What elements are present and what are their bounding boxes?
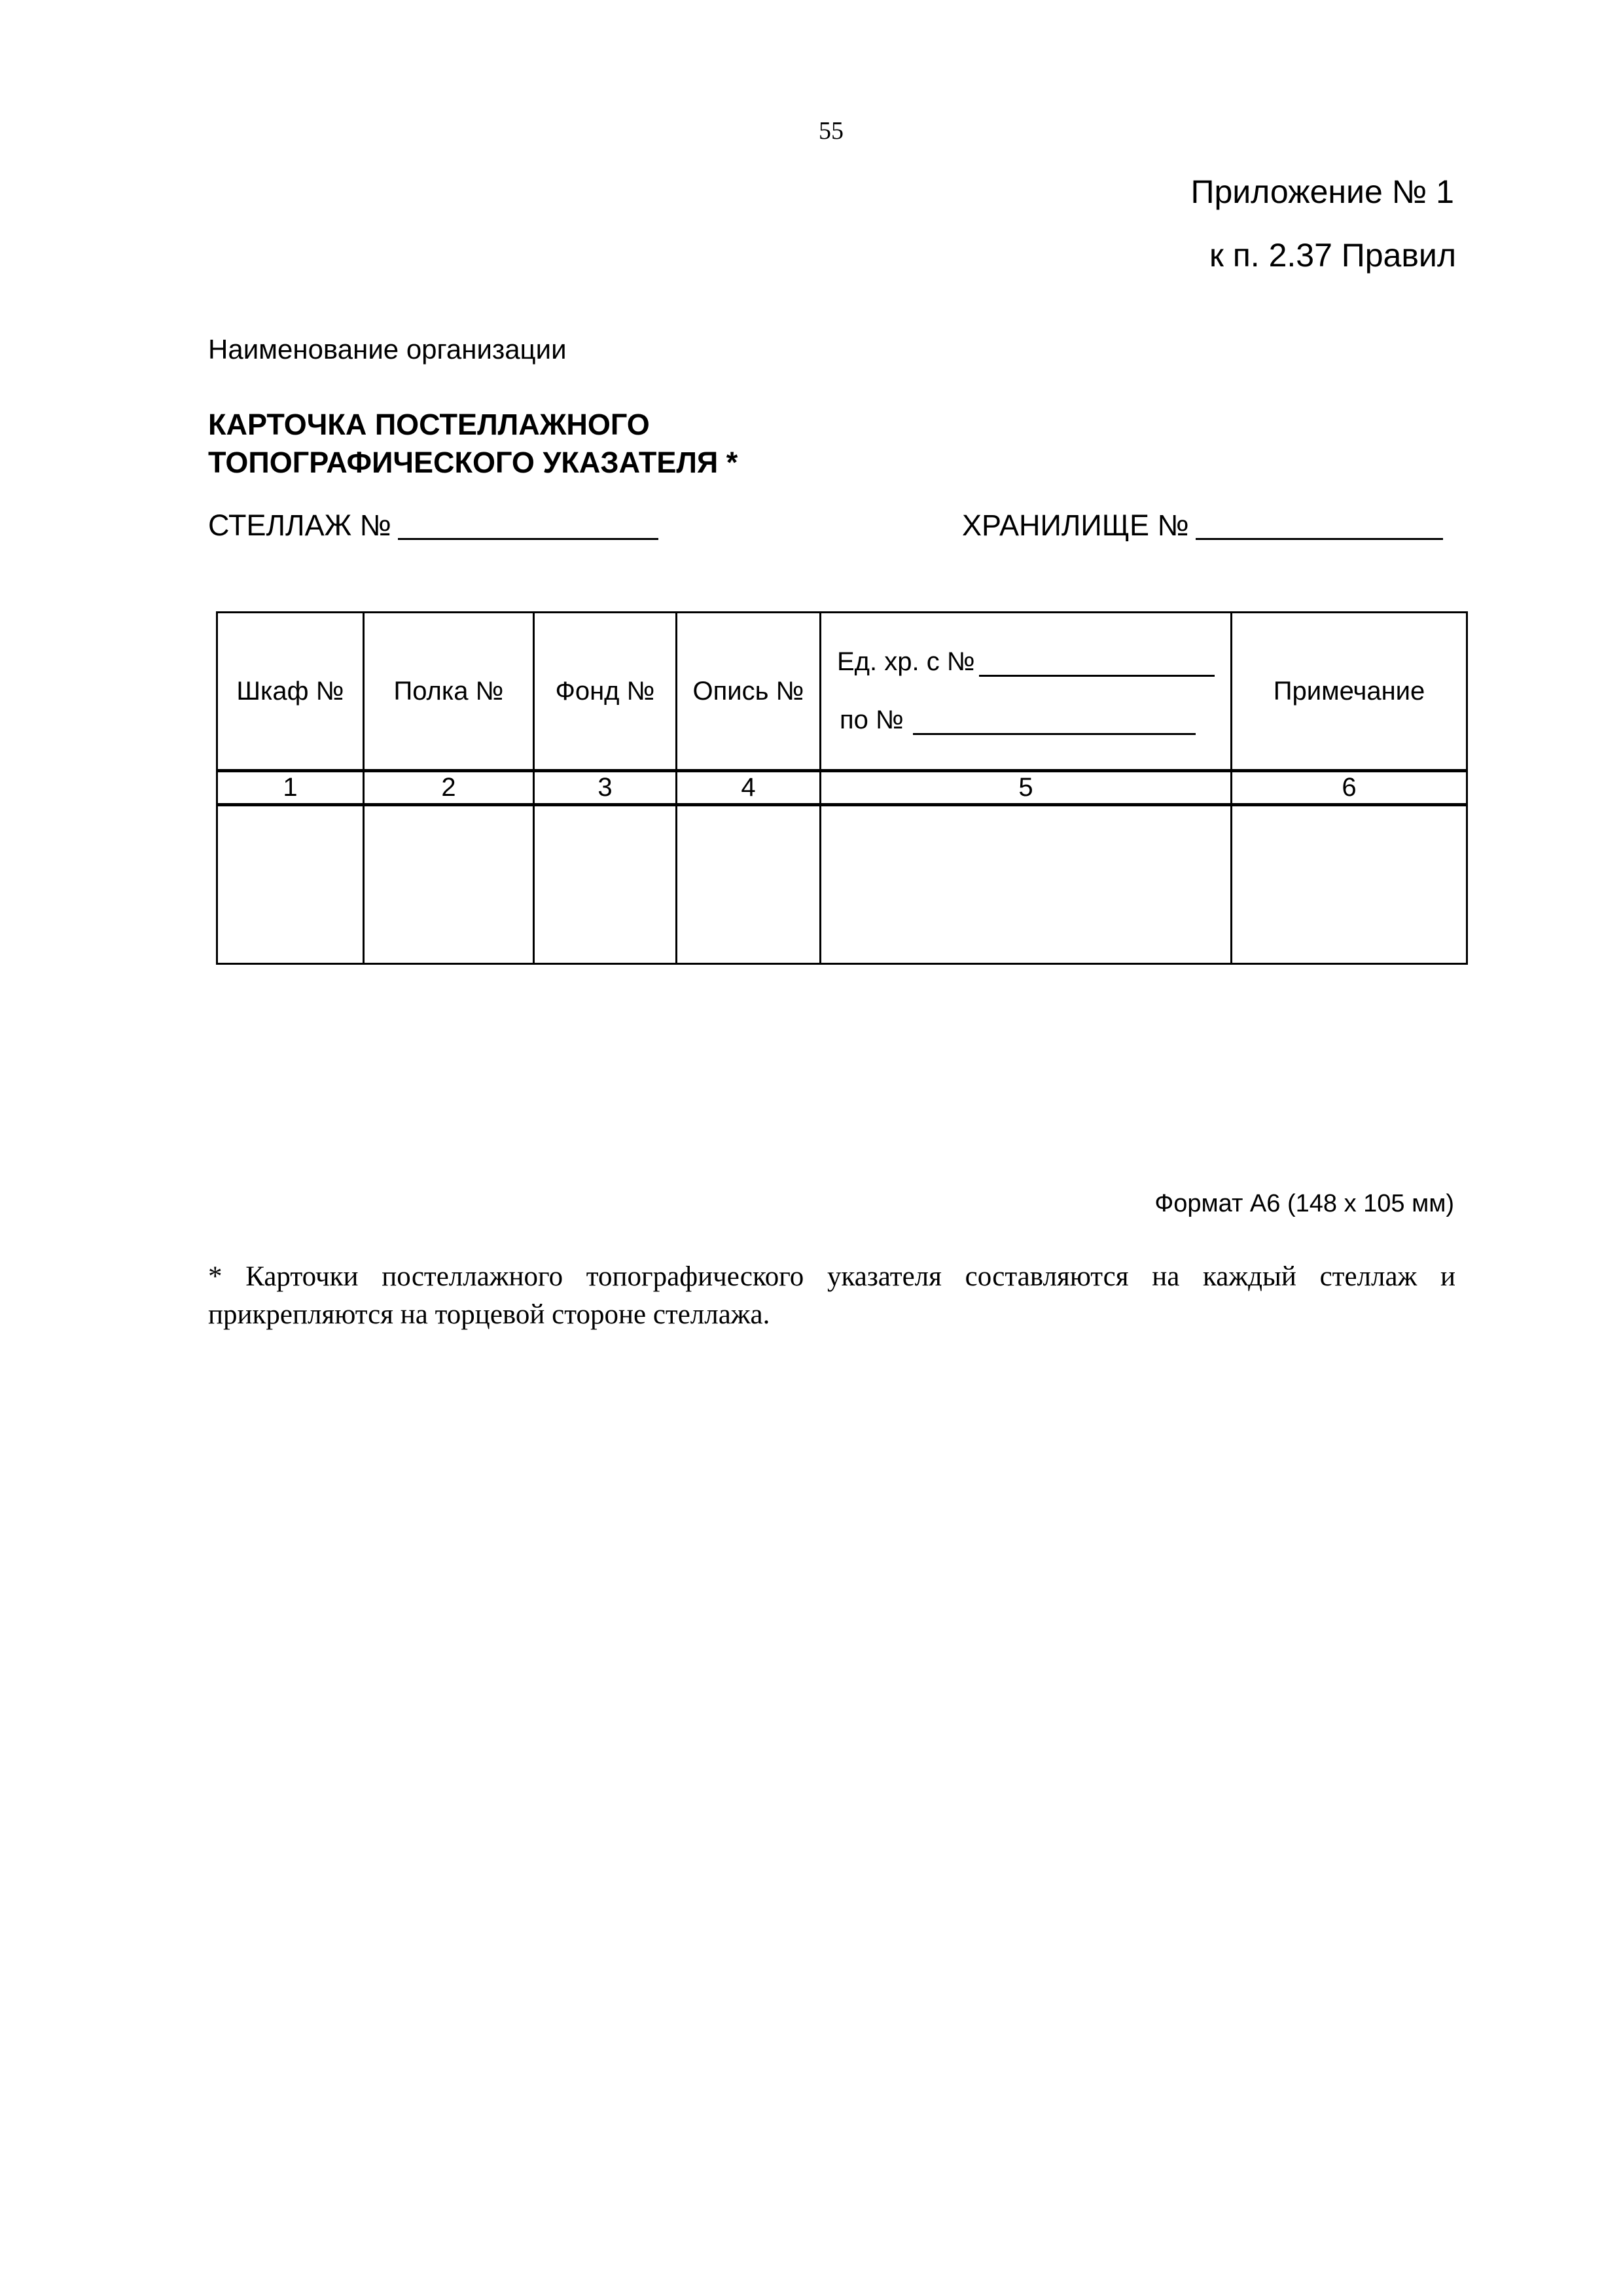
- format-note: Формат А6 (148 х 105 мм): [1154, 1190, 1454, 1217]
- card-title-line-2: ТОПОГРАФИЧЕСКОГО УКАЗАТЕЛЯ *: [208, 446, 738, 479]
- appendix-reference: к п. 2.37 Правил: [1209, 237, 1456, 274]
- column-number: 2: [364, 771, 534, 805]
- header-storage-units: [821, 613, 1232, 771]
- units-from-blank: [979, 651, 1215, 677]
- rack-number-blank: [398, 512, 658, 540]
- empty-cell: [217, 805, 364, 964]
- column-number: 5: [821, 771, 1232, 805]
- rack-number-label: СТЕЛЛАЖ №: [208, 509, 391, 542]
- storage-number-field: [962, 511, 1443, 540]
- header-cabinet: Шкаф №: [217, 613, 364, 771]
- empty-cell: [677, 805, 821, 964]
- units-to-blank: [913, 709, 1196, 735]
- organization-name-label: Наименование организации: [208, 334, 567, 365]
- rack-number-field: [208, 511, 658, 540]
- footnote: * Карточки постеллажного топографического указателя составляются на каждый стеллаж и прикрепляются на торцевой стороне стеллажа.: [208, 1261, 1455, 1330]
- card-title: [208, 406, 738, 482]
- header-fond: Фонд №: [534, 613, 677, 771]
- units-to-line: [840, 706, 1230, 735]
- storage-number-label: ХРАНИЛИЩЕ №: [962, 509, 1189, 542]
- storage-number-blank: [1196, 512, 1443, 540]
- empty-cell: [364, 805, 534, 964]
- column-number: 4: [677, 771, 821, 805]
- empty-cell: [1232, 805, 1467, 964]
- column-number: 3: [534, 771, 677, 805]
- column-number: 1: [217, 771, 364, 805]
- header-shelf: Полка №: [364, 613, 534, 771]
- header-note: Примечание: [1232, 613, 1467, 771]
- topographic-index-table: [216, 611, 1468, 965]
- page-number: 55: [819, 117, 844, 145]
- table-header-row: [217, 613, 1467, 771]
- units-to-label: по №: [840, 706, 904, 734]
- card-title-line-1: КАРТОЧКА ПОСТЕЛЛАЖНОГО: [208, 408, 650, 441]
- empty-cell: [534, 805, 677, 964]
- units-from-line: [837, 647, 1230, 677]
- units-from-label: Ед. хр. с №: [837, 647, 975, 676]
- header-inventory: Опись №: [677, 613, 821, 771]
- column-number: 6: [1232, 771, 1467, 805]
- empty-cell: [821, 805, 1232, 964]
- column-number-row: [217, 771, 1467, 805]
- appendix-label: Приложение № 1: [1190, 173, 1454, 210]
- table-row: [217, 805, 1467, 964]
